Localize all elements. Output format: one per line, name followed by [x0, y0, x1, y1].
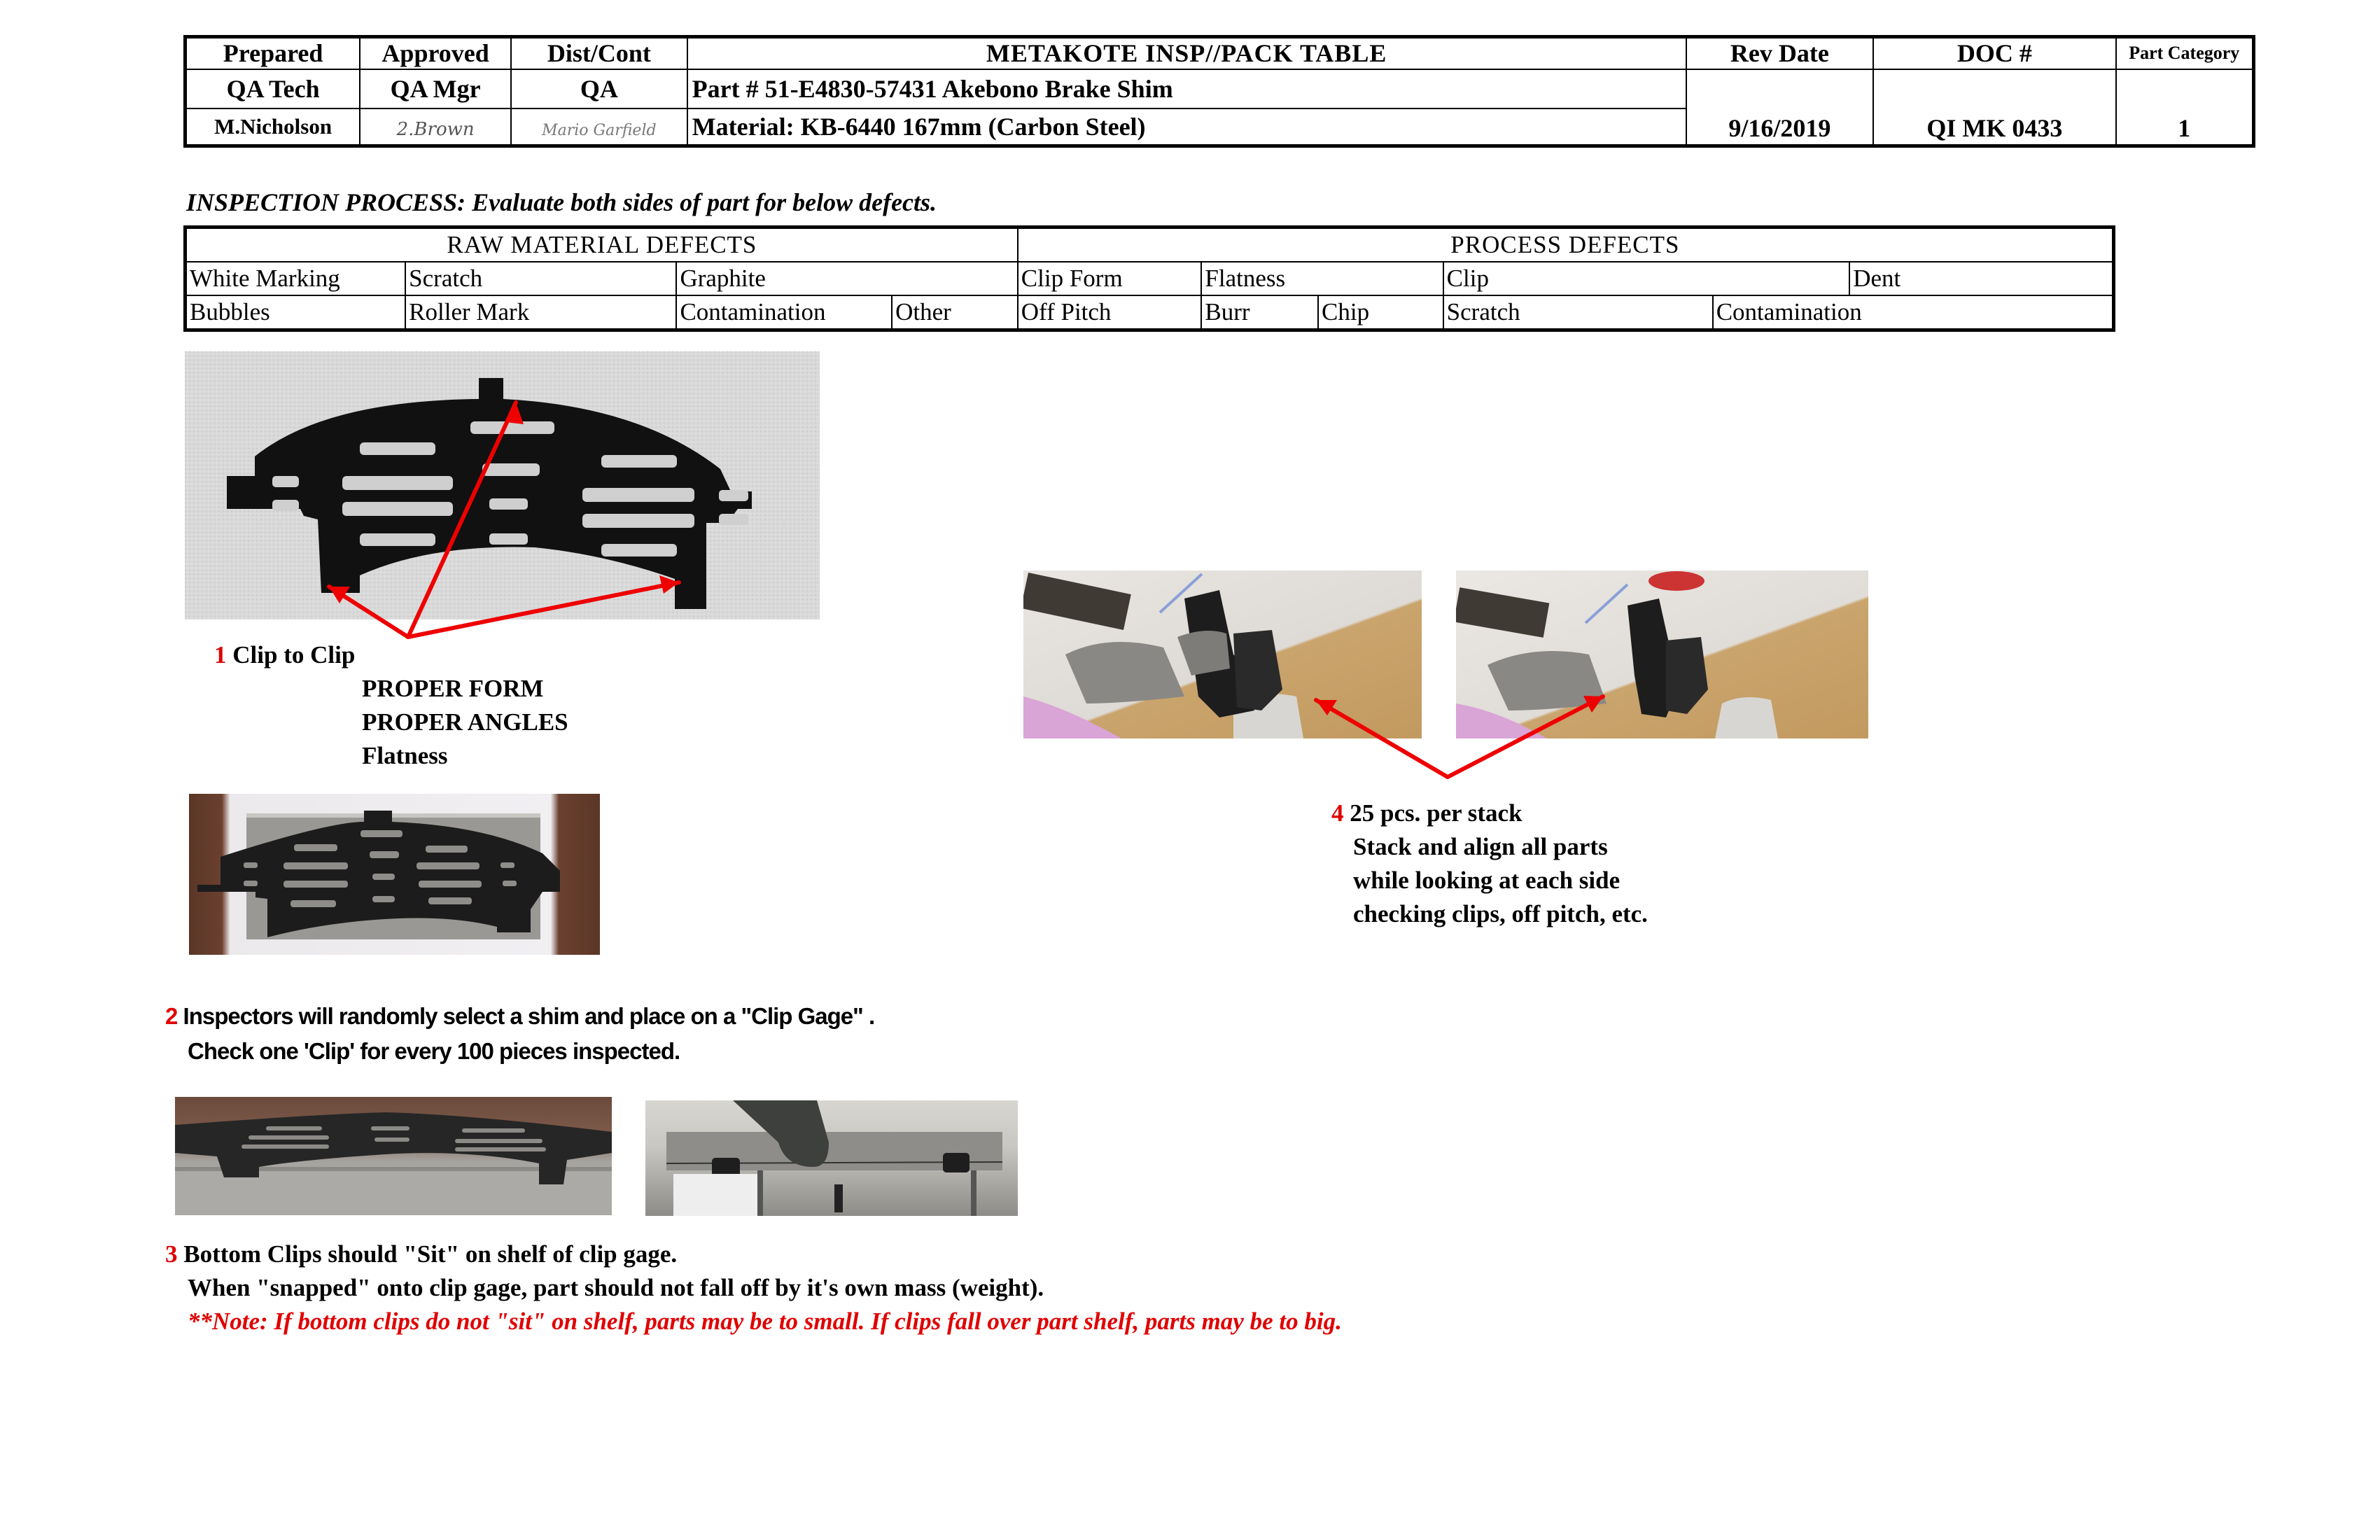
step3-line-1-text: Bottom Clips should "Sit" on shelf of clip gage. [183, 1240, 678, 1268]
step4-line-2: while looking at each side [1353, 867, 1620, 894]
defect-burr: Burr [1201, 295, 1318, 330]
defect-contamination-raw: Contamination [676, 295, 892, 330]
step1-line-proper-angles: PROPER ANGLES [362, 708, 568, 736]
gage-side-illustration [645, 1100, 1018, 1216]
defect-dent: Dent [1849, 262, 2113, 295]
approved-label: Approved [360, 37, 511, 69]
defect-contamination-process: Contamination [1713, 295, 2114, 330]
gage-front-illustration [175, 1097, 612, 1215]
rev-date-label: Rev Date [1686, 37, 1874, 69]
part-number: Part # 51-E4830-57431 Akebono Brake Shim [687, 69, 1686, 108]
signature-dist: Mario Garfield [542, 121, 657, 139]
step4-number: 4 [1331, 799, 1344, 827]
material: Material: KB-6440 167mm (Carbon Steel) [687, 108, 1686, 146]
shim-gage-illustration [189, 794, 600, 955]
defect-scratch-raw: Scratch [405, 262, 676, 295]
step2-line-1 [165, 1000, 874, 1033]
dist-role: QA [511, 69, 687, 108]
step4-arrows [1260, 686, 1680, 798]
step3-note: **Note: If bottom clips do not "sit" on shelf, parts may be to small. If clips fall over part shelf, parts may be to big. [188, 1308, 1342, 1335]
step4-line-1: Stack and align all parts [1353, 833, 1608, 860]
defect-clip: Clip [1443, 262, 1850, 295]
doc-number-value: QI MK 0433 [1873, 69, 2115, 146]
defect-graphite: Graphite [676, 262, 1017, 295]
defect-bubbles: Bubbles [186, 295, 406, 330]
step2-line-1-text: Inspectors will randomly select a shim and place on a "Clip Gage" . [183, 1003, 875, 1029]
defect-chip: Chip [1318, 295, 1443, 330]
shim-on-gage-photo [189, 794, 600, 955]
dist-cont-label: Dist/Cont [511, 37, 687, 69]
raw-material-defects-header: RAW MATERIAL DEFECTS [186, 227, 1018, 262]
step2-number: 2 [165, 1003, 178, 1029]
step3-line-2: When "snapped" onto clip gage, part should not fall off by it's own mass (weight). [188, 1274, 1044, 1301]
part-category-label: Part Category [2116, 37, 2254, 69]
doc-number-label: DOC # [1873, 37, 2115, 69]
prepared-role: QA Tech [186, 69, 360, 108]
step1-arrows [0, 0, 840, 672]
approved-role: QA Mgr [360, 69, 511, 108]
step1-line-proper-form: PROPER FORM [362, 675, 544, 702]
step1-title-text: Clip to Clip [232, 641, 356, 668]
defect-clip-form: Clip Form [1018, 262, 1202, 295]
step4-title [1331, 797, 1522, 830]
document-title: METAKOTE INSP//PACK TABLE [687, 37, 1686, 69]
defect-roller-mark: Roller Mark [405, 295, 676, 330]
prepared-label: Prepared [186, 37, 360, 69]
defect-white-marking: White Marking [186, 262, 406, 295]
defect-other: Other [892, 295, 1018, 330]
prepared-by-name: M.Nicholson [186, 108, 360, 146]
process-defects-header: PROCESS DEFECTS [1018, 227, 2114, 262]
signature-approved: 2.Brown [396, 118, 475, 140]
step3-number: 3 [165, 1240, 178, 1268]
step2-line-2: Check one 'Clip' for every 100 pieces inspected. [188, 1038, 680, 1064]
defect-scratch-process: Scratch [1443, 295, 1713, 330]
gage-front-photo [175, 1097, 612, 1215]
step3-line-1 [165, 1238, 677, 1271]
step1-title [214, 638, 355, 672]
defect-flatness: Flatness [1201, 262, 1443, 295]
rev-date-value: 9/16/2019 [1686, 69, 1874, 146]
step1-number: 1 [214, 641, 227, 668]
gage-side-photo [645, 1100, 1018, 1216]
step4-line-3: checking clips, off pitch, etc. [1353, 900, 1648, 927]
step1-line-flatness: Flatness [362, 742, 448, 769]
inspection-process-title: INSPECTION PROCESS: Evaluate both sides of part for below defects. [186, 188, 937, 216]
part-category-value: 1 [2116, 69, 2254, 146]
step4-title-text: 25 pcs. per stack [1350, 799, 1522, 827]
defect-off-pitch: Off Pitch [1018, 295, 1202, 330]
